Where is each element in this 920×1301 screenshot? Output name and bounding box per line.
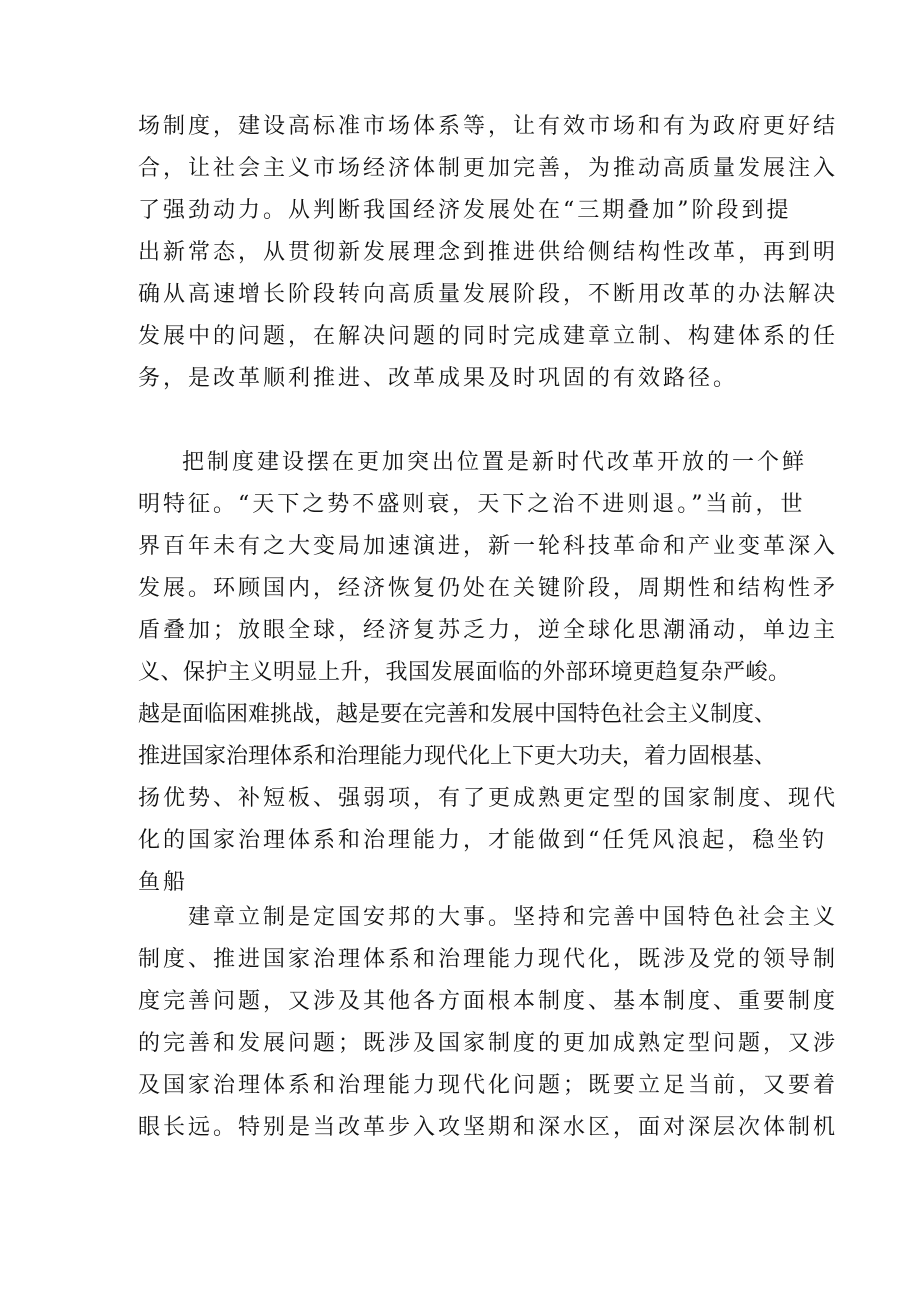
paragraph-3-line-4: 的完善和发展问题；既涉及国家制度的更加成熟定型问题，又涉	[138, 1031, 839, 1056]
paragraph-2-line-3: 界百年未有之大变局加速演进，新一轮科技革命和产业变革深入	[138, 534, 839, 559]
paragraph-2-line-4: 发展。环顾国内，经济恢复仍处在关键阶段，周期性和结构性矛	[138, 576, 839, 601]
paragraph-3-line-3: 度完善问题，又涉及其他各方面根本制度、基本制度、重要制度	[138, 989, 839, 1014]
paragraph-3-line-2: 制度、推进国家治理体系和治理能力现代化，既涉及党的领导制	[138, 947, 839, 972]
paragraph-2-line-7: 越是面临困难挑战，越是要在完善和发展中国特色社会主义制度、	[138, 702, 777, 727]
paragraph-2-line-6: 义、保护主义明显上升，我国发展面临的外部环境更趋复杂严峻。	[138, 660, 791, 685]
paragraph-1-line-4: 出新常态，从贯彻新发展理念到推进供给侧结构性改革，再到明	[138, 240, 839, 265]
paragraph-1	[138, 106, 839, 400]
paragraph-3	[138, 897, 839, 1149]
paragraph-1-line-7: 务，是改革顺利推进、改革成果及时巩固的有效路径。	[138, 366, 739, 391]
paragraph-2-line-8: 推进国家治理体系和治理能力现代化上下更大功夫，着力固根基、	[138, 744, 777, 769]
paragraph-1-line-2: 合，让社会主义市场经济体制更加完善，为推动高质量发展注入	[138, 156, 839, 181]
paragraph-2-line-2: 明特征。“天下之势不盛则衰，天下之治不进则退。”当前，世	[138, 492, 806, 517]
paragraph-3-line-6: 眼长远。特别是当改革步入攻坚期和深水区，面对深层次体制机	[138, 1115, 839, 1140]
paragraph-2-line-11: 鱼船	[138, 870, 189, 895]
paragraph-2	[138, 442, 839, 904]
paragraph-1-line-3: 了强劲动力。从判断我国经济发展处在“三期叠加”阶段到提	[138, 198, 792, 223]
paragraph-3-line-1: 建章立制是定国安邦的大事。坚持和完善中国特色社会主义	[188, 905, 839, 930]
paragraph-2-line-5: 盾叠加；放眼全球，经济复苏乏力，逆全球化思潮涌动，单边主	[138, 618, 839, 643]
paragraph-1-line-6: 发展中的问题，在解决问题的同时完成建章立制、构建体系的任	[138, 324, 839, 349]
paragraph-2-line-9: 扬优势、补短板、强弱项，有了更成熟更定型的国家制度、现代	[138, 786, 839, 811]
paragraph-2-line-1: 把制度建设摆在更加突出位置是新时代改革开放的一个鲜	[182, 450, 808, 475]
paragraph-1-line-5: 确从高速增长阶段转向高质量发展阶段，不断用改革的办法解决	[138, 282, 839, 307]
paragraph-1-line-1: 场制度，建设高标准市场体系等，让有效市场和有为政府更好结	[138, 114, 839, 139]
paragraph-2-line-10: 化的国家治理体系和治理能力，才能做到“任凭风浪起，稳坐钓	[138, 828, 828, 853]
paragraph-3-line-5: 及国家治理体系和治理能力现代化问题；既要立足当前，又要着	[138, 1073, 839, 1098]
